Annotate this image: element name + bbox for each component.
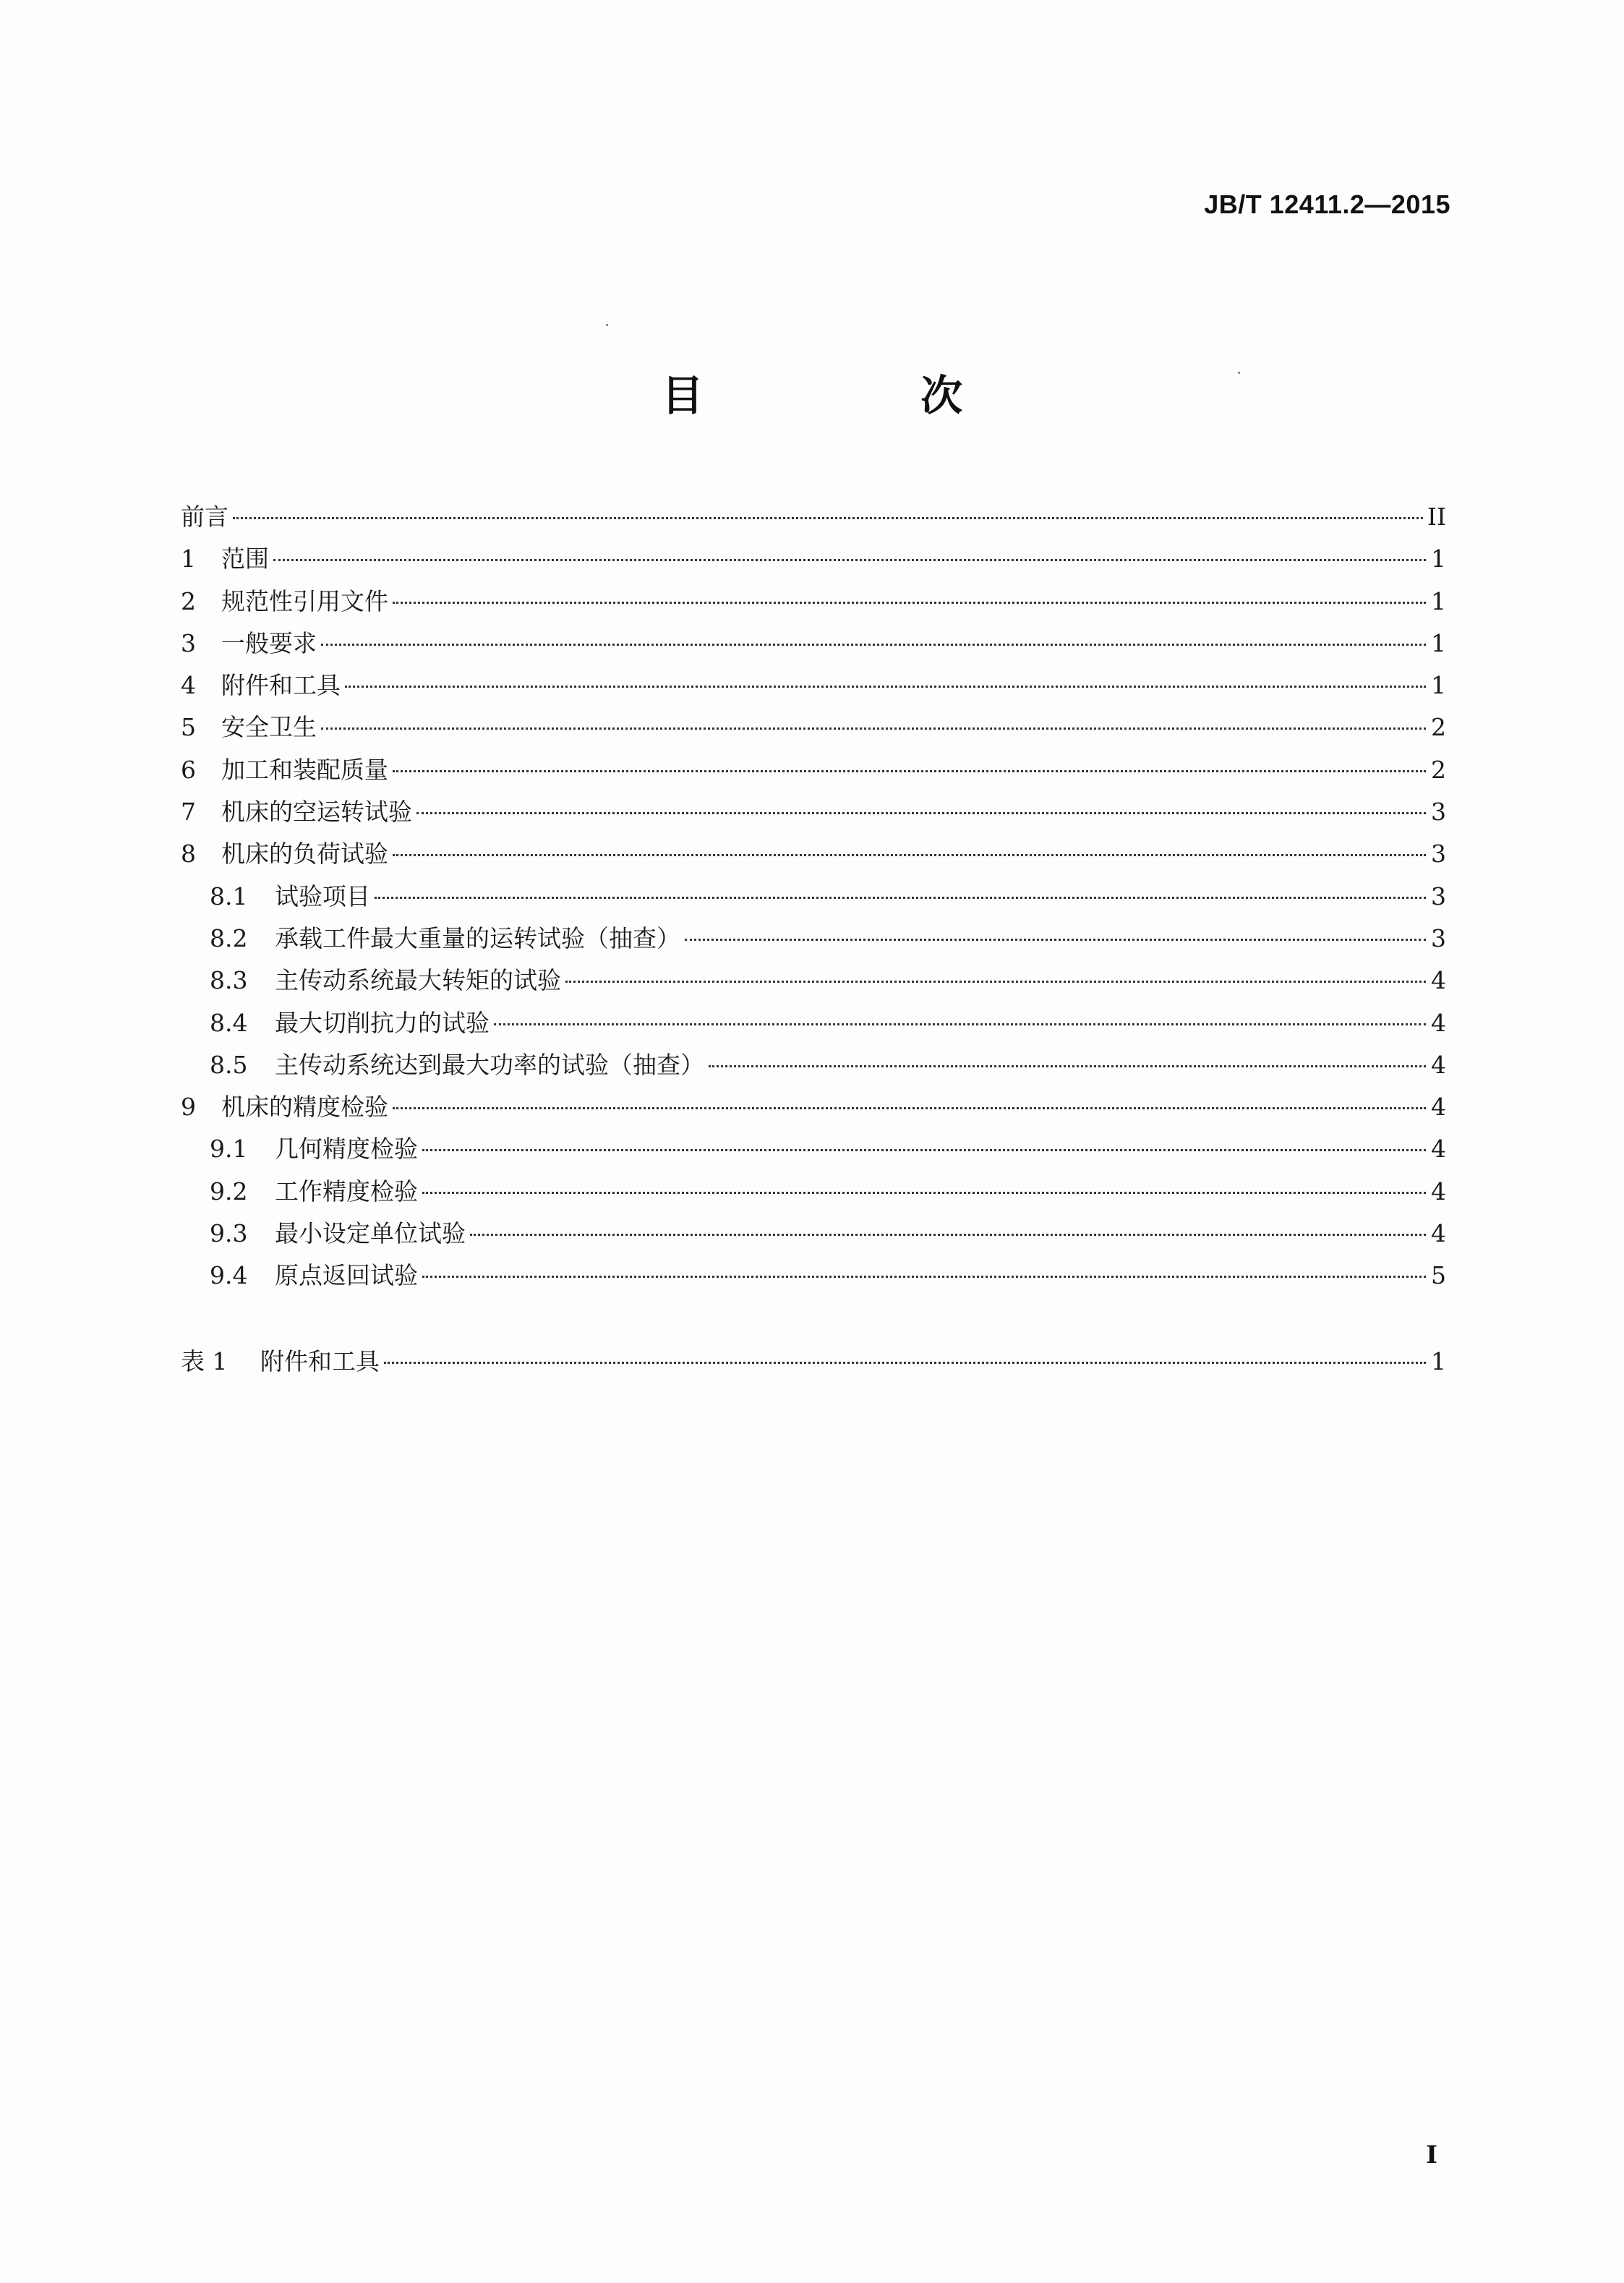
toc-entry-page: 4 [1431, 1093, 1446, 1122]
toc-entry-label: 几何精度检验 [275, 1135, 418, 1164]
dot-leader [416, 812, 1426, 814]
toc-entry-number: 7 [181, 798, 196, 827]
dot-leader [422, 1276, 1426, 1278]
toc-entry-page: 3 [1431, 798, 1446, 827]
toc-entry-number: 8.4 [210, 1008, 248, 1037]
toc-table-page: 1 [1431, 1347, 1446, 1375]
toc-table-number: 表 1 [181, 1347, 228, 1375]
toc-entry-number: 8.2 [210, 923, 248, 952]
dot-leader [709, 1065, 1426, 1067]
toc-entry-label: 最小设定单位试验 [275, 1219, 466, 1248]
toc-entry-page: 1 [1431, 628, 1446, 657]
toc-entry-label: 加工和装配质量 [221, 755, 388, 784]
toc-entry-page: 4 [1431, 1050, 1446, 1079]
toc-entry-number: 8.3 [210, 966, 248, 995]
dot-leader [393, 1107, 1426, 1109]
toc-entry-page: 1 [1431, 545, 1446, 573]
toc-entry-8-3[interactable] [181, 960, 1446, 1002]
toc-entry-number: 6 [181, 755, 196, 784]
toc-entry-label: 附件和工具 [221, 671, 341, 700]
toc-entry-9-1[interactable] [181, 1128, 1446, 1170]
toc-entry-9[interactable] [181, 1086, 1446, 1128]
toc-entry-number: 9 [181, 1093, 196, 1122]
toc-entry-label: 原点返回试验 [275, 1261, 418, 1290]
toc-entry-page: 2 [1431, 755, 1446, 784]
toc-entry-number: 9.4 [210, 1261, 248, 1290]
dot-leader [422, 1192, 1426, 1194]
toc-entry-number: 4 [181, 671, 196, 700]
toc-entry-page: 3 [1431, 840, 1446, 869]
dot-leader [685, 939, 1426, 941]
toc-entry-2[interactable] [181, 581, 1446, 623]
toc-entry-9-2[interactable] [181, 1171, 1446, 1213]
toc-entry-number: 8.5 [210, 1050, 248, 1079]
toc-entry-label: 范围 [221, 545, 269, 573]
dot-leader [422, 1149, 1426, 1151]
toc-entry-label: 安全卫生 [221, 713, 317, 742]
toc-entry-label: 一般要求 [221, 628, 317, 657]
toc-entry-3[interactable] [181, 623, 1446, 665]
toc-entry-number: 9.1 [210, 1135, 248, 1164]
toc-entry-number: 9.2 [210, 1177, 248, 1205]
toc-entry-page: 1 [1431, 671, 1446, 700]
toc-entry-label: 规范性引用文件 [221, 586, 388, 615]
toc-entry-label: 工作精度检验 [275, 1177, 418, 1205]
toc-entry-label: 最大切削抗力的试验 [275, 1008, 490, 1037]
toc-entry-page: 4 [1431, 1135, 1446, 1164]
dot-leader [393, 854, 1426, 856]
toc-entry-number: 3 [181, 628, 196, 657]
toc-entry-5[interactable] [181, 707, 1446, 748]
toc-entry-6[interactable] [181, 749, 1446, 791]
document-code: JB/T 12411.2—2015 [1204, 189, 1450, 219]
dot-leader [393, 602, 1426, 604]
toc-entry-number: 1 [181, 545, 196, 573]
toc-entry-number: 9.3 [210, 1219, 248, 1248]
toc-entry-1[interactable] [181, 538, 1446, 580]
toc-entry-number: 5 [181, 713, 196, 742]
dot-leader [233, 517, 1423, 519]
toc-entry-8[interactable] [181, 833, 1446, 875]
toc-entry-label: 前言 [181, 503, 228, 531]
toc-entry-page: 4 [1431, 966, 1446, 995]
toc-entry-4[interactable] [181, 665, 1446, 707]
toc-entry-page: 4 [1431, 1177, 1446, 1205]
toc-entry-page: 1 [1431, 586, 1446, 615]
toc-entry-label: 机床的精度检验 [221, 1093, 388, 1122]
dot-leader [470, 1234, 1426, 1236]
dot-leader [375, 897, 1426, 899]
toc-entry-foreword[interactable] [181, 496, 1446, 538]
dot-leader [321, 644, 1426, 646]
toc-entry-label: 主传动系统最大转矩的试验 [275, 966, 561, 995]
toc-table-label: 附件和工具 [260, 1347, 380, 1375]
toc-entry-page: II [1427, 503, 1446, 531]
toc-entry-label: 机床的负荷试验 [221, 840, 388, 869]
toc-entry-7[interactable] [181, 791, 1446, 833]
dot-leader [321, 727, 1426, 730]
toc-entry-page: 2 [1431, 713, 1446, 742]
dot-leader [345, 686, 1426, 688]
toc-entry-label: 承载工件最大重量的运转试验（抽查） [275, 923, 680, 952]
table-of-contents [181, 496, 1446, 1383]
dot-leader [273, 559, 1426, 561]
toc-entry-number: 2 [181, 586, 196, 615]
toc-entry-label: 主传动系统达到最大功率的试验（抽查） [275, 1050, 704, 1079]
toc-entry-8-4[interactable] [181, 1002, 1446, 1044]
toc-entry-page: 4 [1431, 1219, 1446, 1248]
scan-speck [606, 324, 608, 326]
toc-entry-page: 3 [1431, 923, 1446, 952]
toc-title: 目 次 [661, 371, 1064, 420]
toc-entry-9-4[interactable] [181, 1255, 1446, 1297]
toc-entry-label: 机床的空运转试验 [221, 798, 412, 827]
toc-entry-8-2[interactable] [181, 918, 1446, 960]
toc-entry-number: 8.1 [210, 882, 248, 910]
toc-entry-number: 8 [181, 840, 196, 869]
toc-entry-8-5[interactable] [181, 1044, 1446, 1086]
toc-entry-8-1[interactable] [181, 876, 1446, 918]
toc-entry-9-3[interactable] [181, 1213, 1446, 1255]
toc-entry-page: 5 [1431, 1261, 1446, 1290]
dot-leader [565, 981, 1426, 983]
page-number: I [1426, 2141, 1437, 2169]
toc-entry-page: 4 [1431, 1008, 1446, 1037]
toc-entry-page: 3 [1431, 882, 1446, 910]
dot-leader [494, 1023, 1426, 1025]
toc-entry-label: 试验项目 [275, 882, 370, 910]
dot-leader [384, 1362, 1426, 1364]
scan-speck [1238, 372, 1240, 374]
toc-table-entry-1[interactable] [181, 1341, 1446, 1383]
dot-leader [393, 770, 1426, 772]
